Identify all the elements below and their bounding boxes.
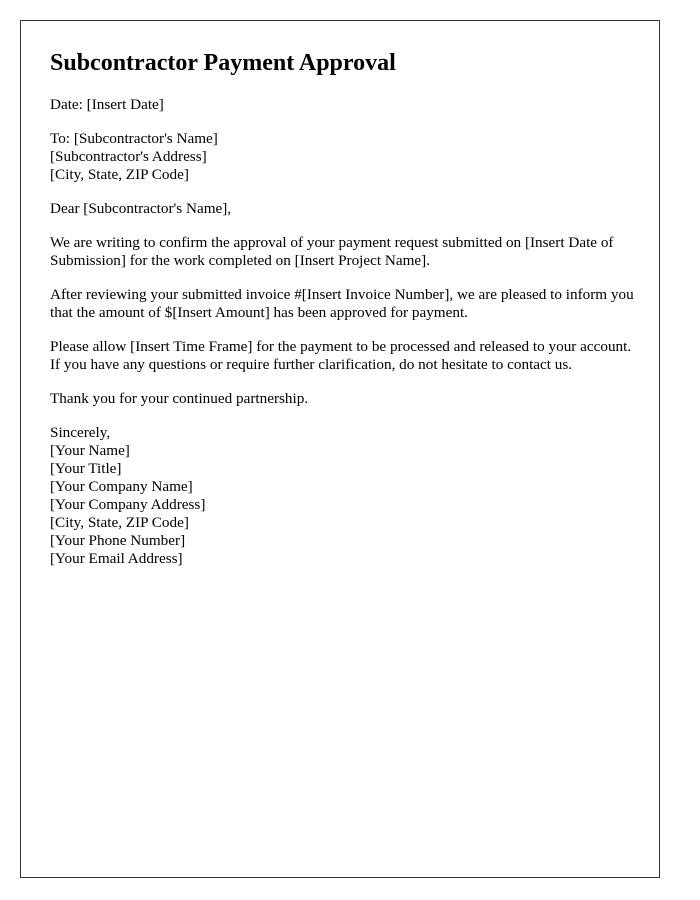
recipient-block <box>50 130 640 184</box>
salutation: Dear [Subcontractor's Name], <box>50 200 232 217</box>
date-line: Date: [Insert Date] <box>50 96 164 113</box>
letter-page <box>20 20 660 878</box>
letter-content <box>50 49 640 584</box>
recipient-address: [Subcontractor's Address] <box>50 148 207 165</box>
signature-email: [Your Email Address] <box>50 550 183 567</box>
body-paragraph-approval: We are writing to confirm the approval of your payment request submitted on [Insert Date of Submission] for the work completed on [Insert Project Name]. <box>50 234 614 269</box>
body-paragraph-timeframe: Please allow [Insert Time Frame] for the payment to be processed and released to your account. If you have any questions or require further clarification, do not hesitate to contact us. <box>50 338 632 373</box>
signature-name: [Your Name] <box>50 442 130 459</box>
signature-company-name: [Your Company Name] <box>50 478 193 495</box>
body-paragraph-invoice: After reviewing your submitted invoice #[Insert Invoice Number], we are pleased to inform you that the amount of $[Insert Amount] has been approved for payment. <box>50 286 634 321</box>
signature-city-state-zip: [City, State, ZIP Code] <box>50 514 189 531</box>
letter-title: Subcontractor Payment Approval <box>50 50 396 76</box>
signature-title: [Your Title] <box>50 460 122 477</box>
signature-closing: Sincerely, <box>50 424 111 441</box>
recipient-to-line: To: [Subcontractor's Name] <box>50 130 218 147</box>
body-paragraph-thanks: Thank you for your continued partnership. <box>50 390 309 407</box>
recipient-city-state-zip: [City, State, ZIP Code] <box>50 166 189 183</box>
signature-phone: [Your Phone Number] <box>50 532 186 549</box>
signature-company-address: [Your Company Address] <box>50 496 206 513</box>
signature-block <box>50 424 640 568</box>
